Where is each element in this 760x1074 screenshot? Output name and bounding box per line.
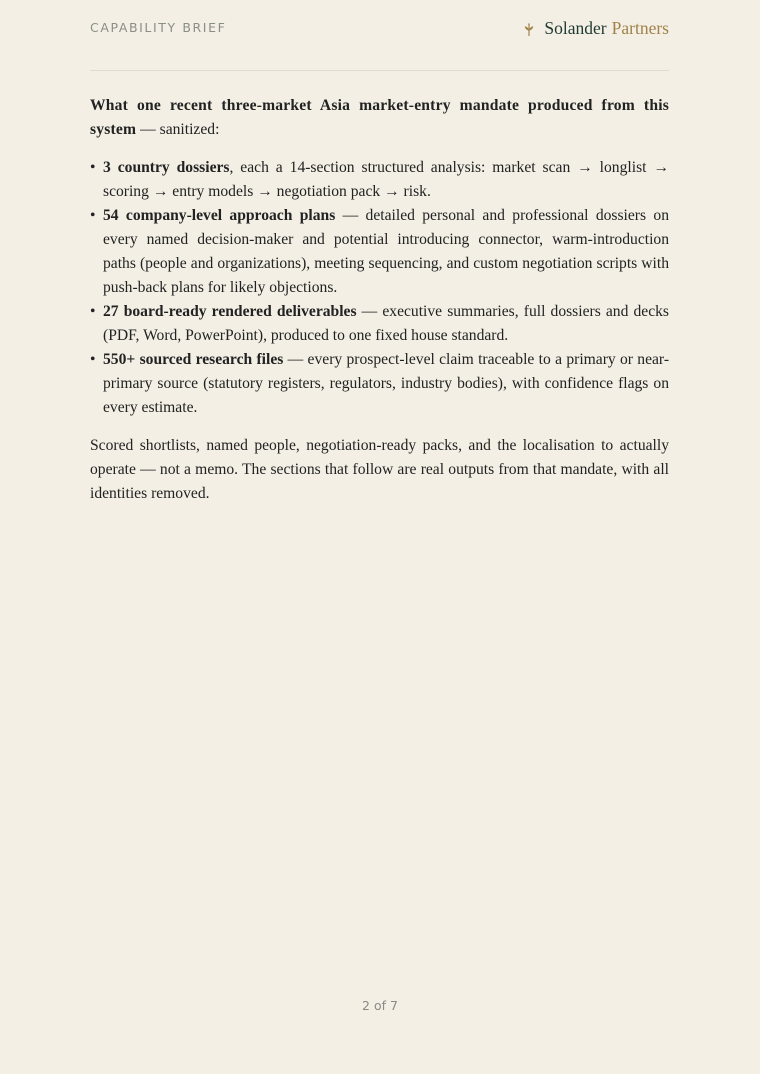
intro-paragraph bbox=[90, 94, 669, 142]
bullet-dot: • bbox=[90, 159, 96, 176]
list-item bbox=[90, 156, 669, 204]
header-divider bbox=[90, 70, 669, 71]
page-number: 2 of 7 bbox=[362, 998, 398, 1013]
intro-lead-rest: — sanitized: bbox=[136, 121, 220, 138]
list-item bbox=[90, 204, 669, 300]
closing-paragraph: Scored shortlists, named people, negotiation-ready packs, and the localisation to actually operate — not a memo. The sections that follow are real outputs from that mandate, with all identities removed. bbox=[90, 437, 669, 502]
bullet-dot: • bbox=[90, 351, 96, 368]
page-header bbox=[90, 18, 669, 40]
list-item-bold: 550+ sourced research files bbox=[103, 351, 284, 368]
page-body bbox=[90, 94, 669, 506]
list-item bbox=[90, 348, 669, 420]
brand-logo bbox=[523, 18, 669, 39]
list-item-text: — every prospect-level claim traceable to a primary or near-primary source (statutory registers, regulators, industry bodies), with confidence flags on every estimate. bbox=[103, 351, 670, 416]
document-label: CAPABILITY BRIEF bbox=[90, 20, 227, 35]
wheat-sprig-icon bbox=[523, 22, 535, 36]
list-item bbox=[90, 300, 669, 348]
intro-lead-bold: What one recent three-market Asia market-entry mandate produced from this system bbox=[90, 97, 669, 138]
bullet-dot: • bbox=[90, 303, 96, 320]
deliverables-list bbox=[90, 156, 669, 420]
list-item-text: — detailed personal and professional dossiers on every named decision-maker and potential introducing connector, warm-introduction paths (people and organizations), meeting sequencing, and custom negotiation scripts with push-back plans for likely objections. bbox=[103, 207, 670, 296]
list-item-bold: 54 company-level approach plans bbox=[103, 207, 336, 224]
list-item-text: , each a 14-section structured analysis: market scan → longlist → scoring → entry models → negotiation pack → risk. bbox=[103, 159, 669, 200]
list-item-bold: 27 board-ready rendered deliverables bbox=[103, 303, 357, 320]
brand-name-first: Solander bbox=[544, 18, 607, 38]
list-item-bold: 3 country dossiers bbox=[103, 159, 230, 176]
bullet-dot: • bbox=[90, 207, 96, 224]
brand-name-second: Partners bbox=[611, 18, 669, 38]
list-item-text: — executive summaries, full dossiers and decks (PDF, Word, PowerPoint), produced to one fixed house standard. bbox=[103, 303, 669, 344]
